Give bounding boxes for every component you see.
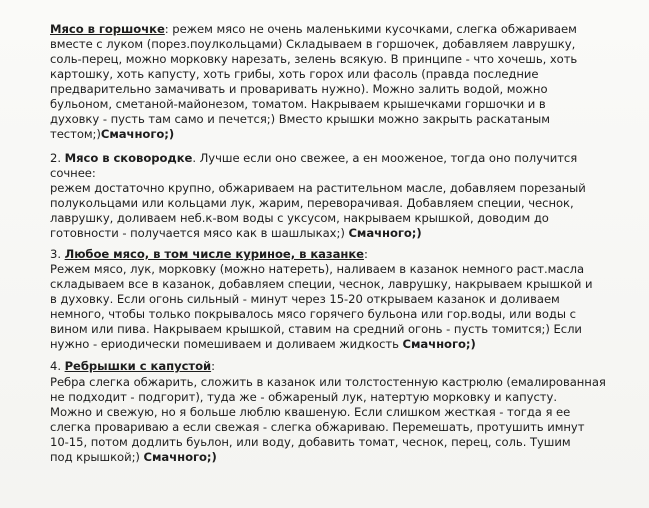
recipe-2-line: [50, 151, 577, 166]
text-span: соль-перец, можно морковку нарезать, зелень всякую. В принципе - что хочешь, хоть: [50, 52, 578, 66]
text-span: . Лучше если оно свежее, а ен мooженое, тогда оно получится: [192, 151, 578, 165]
text-span: : режем мясо не очень маленькими кусочками, слегка обжариваем: [164, 22, 577, 36]
smachnogo-text: Смачного;): [143, 450, 217, 464]
smachnogo-text: Смачного;): [348, 226, 422, 240]
text-span: бульоном, сметаной-майонезом, томатом. Накрываем крышечками горшочки и в: [50, 97, 546, 111]
recipe-2-line: [50, 196, 574, 211]
recipe-4-line: [50, 435, 571, 450]
text-span: лаврушку, доливаем неб.к-вом воды с уксусом, накрываем крышкой, доводим до: [50, 211, 549, 225]
text-span: нужно - ериодически помешиваем и доливаем жидкость: [50, 337, 403, 351]
text-span: духовку - пусть там само и печется;) Вместо крышки можно закрыть раскатаным: [50, 112, 550, 126]
recipe-3-line: [50, 337, 476, 352]
text-span: :: [211, 359, 215, 373]
recipe-3-line: [50, 277, 593, 292]
text-span: предварительно замачивать и проваривать нужно). Можно залить водой, можно: [50, 82, 548, 96]
recipe-3-line: [50, 307, 576, 322]
text-span: 3.: [50, 247, 65, 261]
text-span: не подходит - подгорит), туда же - обжареный лук, натертую морковку и капусту.: [50, 390, 557, 404]
text-span: складываем все в казанок, добавляем специи, чеснок, лаврушку, накрываем крышкой и: [50, 277, 593, 291]
recipe-3-line: [50, 322, 582, 337]
recipe-title: Мясо в сковородке: [64, 151, 193, 165]
text-span: 2.: [50, 151, 65, 165]
recipe-3-line: [50, 247, 368, 262]
text-span: картошку, хоть капусту, хоть грибы, хоть горох или фасоль (правда последние: [50, 67, 539, 81]
text-span: Режем мясо, лук, морковку (можно натереть), наливаем в казанок немного раст.масла: [50, 262, 585, 276]
recipe-3-line: [50, 262, 584, 277]
recipe-title: Любое мясо, в том числе куриное, в казанке: [64, 247, 364, 261]
recipe-title: Мясо в горшочке: [50, 22, 165, 36]
text-span: 4.: [50, 359, 65, 373]
recipe-4-line: [50, 390, 557, 405]
recipe-1-line: [50, 112, 550, 127]
recipe-2-line: [50, 226, 422, 241]
text-span: тестом;): [50, 127, 101, 141]
text-span: в духовку. Если огонь сильный - минут через 15-20 открываем казанок и доливаем: [50, 292, 560, 306]
text-span: сочнее:: [50, 166, 96, 180]
recipe-2-line: [50, 211, 549, 226]
recipe-4-line: [50, 375, 606, 390]
recipe-1-line: [50, 82, 548, 97]
text-span: :: [363, 247, 368, 261]
text-span: режем достаточно крупно, обжариваем на растительном масле, добавляем порезаный: [50, 181, 586, 195]
text-span: Можно и свежую, но я больше люблю квашеную. Если слишком жесткая - тогда я ее: [50, 405, 571, 419]
text-span: слегка проваривaю а если свежая - слегка обжариваю. Перемешать, протушить имнут: [50, 420, 585, 434]
recipe-4-line: [50, 420, 584, 435]
recipe-4-line: [50, 405, 570, 420]
text-span: немного, чтобы только покрывалось мясо горячего бульона или гор.воды, или воды с: [50, 307, 576, 321]
recipe-title: Ребрышки с капустой: [64, 359, 212, 373]
recipe-1-line: [50, 22, 577, 37]
recipe-1-line: [50, 127, 174, 142]
text-span: 10-15, потом додлить буьлон, или воду, добавить томат, чеснок, перец, соль. Тушим: [50, 435, 571, 449]
text-span: вином или пива. Накрываем крышкой, ставим на средний огонь - пусть томится;) Если: [50, 322, 582, 336]
recipe-1-line: [50, 52, 577, 67]
smachnogo-text: Смачного;): [100, 127, 175, 141]
text-span: под крышкой;): [50, 450, 144, 464]
recipe-1-line: [50, 97, 546, 112]
text-span: вместе с луком (порез.поулкольцами) Складываем в горшочек, добавляем лаврушку,: [50, 37, 576, 51]
recipe-2-line: [50, 181, 586, 196]
recipe-1-line: [50, 37, 575, 52]
recipe-4-line: [50, 359, 215, 374]
text-span: Ребра слегка обжарить, сложить в казанок или толстостенную кастрюлю (емалированная: [50, 375, 606, 389]
recipe-1-line: [50, 67, 538, 82]
smachnogo-text: Смачного;): [402, 337, 476, 351]
text-span: полукольцами или кольцами лук, жарим, переворачивая. Добавляем специи, чеснок,: [50, 196, 574, 210]
recipe-2-line: [50, 166, 96, 181]
recipe-4-line: [50, 450, 217, 465]
recipe-3-line: [50, 292, 560, 307]
text-span: готовности - получается мясо как в шашлыках;): [50, 226, 349, 240]
